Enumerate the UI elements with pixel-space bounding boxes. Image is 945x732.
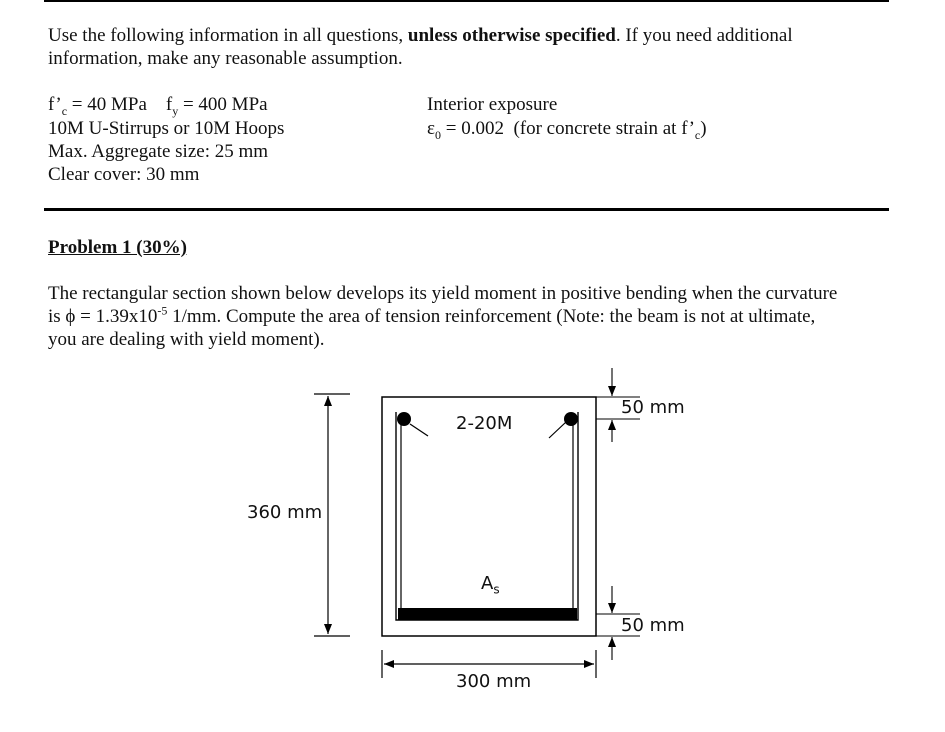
dim-width-arrow-right — [584, 660, 594, 668]
top-bar-left — [397, 412, 411, 426]
dim-botcover-arrow-a — [608, 603, 616, 613]
top-cover-label: 50 mm — [621, 397, 685, 418]
intro-bold: unless otherwise specified — [407, 25, 616, 46]
dim-topcover-arrow-a — [608, 386, 616, 396]
as-label: $A_s$ — [481, 573, 500, 597]
height-dimension-label: 360 mm — [247, 502, 323, 523]
given-cover: Clear cover: 30 mm — [48, 164, 200, 185]
width-dimension-label: 300 mm — [456, 671, 532, 692]
given-stirrups: 10M U-Stirrups or 10M Hoops — [48, 118, 285, 139]
bottom-cover-label: 50 mm — [621, 615, 685, 636]
top-bars-label: 2-20M — [456, 413, 513, 434]
leader-right — [549, 422, 566, 438]
given-fy: $f_y = 400$ MPa — [165, 94, 268, 118]
problem-line1: The rectangular section shown below develops its yield moment in positive bending when the curvature — [48, 283, 838, 304]
intro-line2: information, make any reasonable assumption. — [48, 48, 403, 69]
intro-part2: . If you need additional — [615, 25, 793, 46]
problem-line2a: is ϕ = 1.39x10 — [48, 306, 158, 327]
given-aggregate: Max. Aggregate size: 25 mm — [48, 141, 269, 162]
leader-left — [410, 424, 428, 436]
given-fc: $f’_c = 40$ MPa — [48, 94, 147, 118]
intro-part1: Use the following information in all questions, — [48, 25, 408, 46]
dim-width-arrow-left — [384, 660, 394, 668]
tension-reinforcement — [398, 608, 577, 620]
dim-height-arrow-bottom — [324, 624, 332, 634]
dim-height-arrow-top — [324, 396, 332, 406]
given-exposure: Interior exposure — [427, 94, 558, 115]
dim-botcover-arrow-b — [608, 637, 616, 647]
problem-title: Problem 1 (30%) — [48, 237, 187, 258]
problem-line3: you are dealing with yield moment). — [48, 329, 325, 350]
problem-line2b: 1/mm. Compute the area of tension reinforcement (Note: the beam is not at ultimate, — [167, 306, 816, 327]
dim-topcover-arrow-b — [608, 420, 616, 430]
problem-exponent: -5 — [157, 303, 168, 318]
given-epsilon: $\varepsilon_0 = 0.002$ (for concrete strain at $f’_c$) — [427, 118, 707, 142]
top-bar-right — [564, 412, 578, 426]
